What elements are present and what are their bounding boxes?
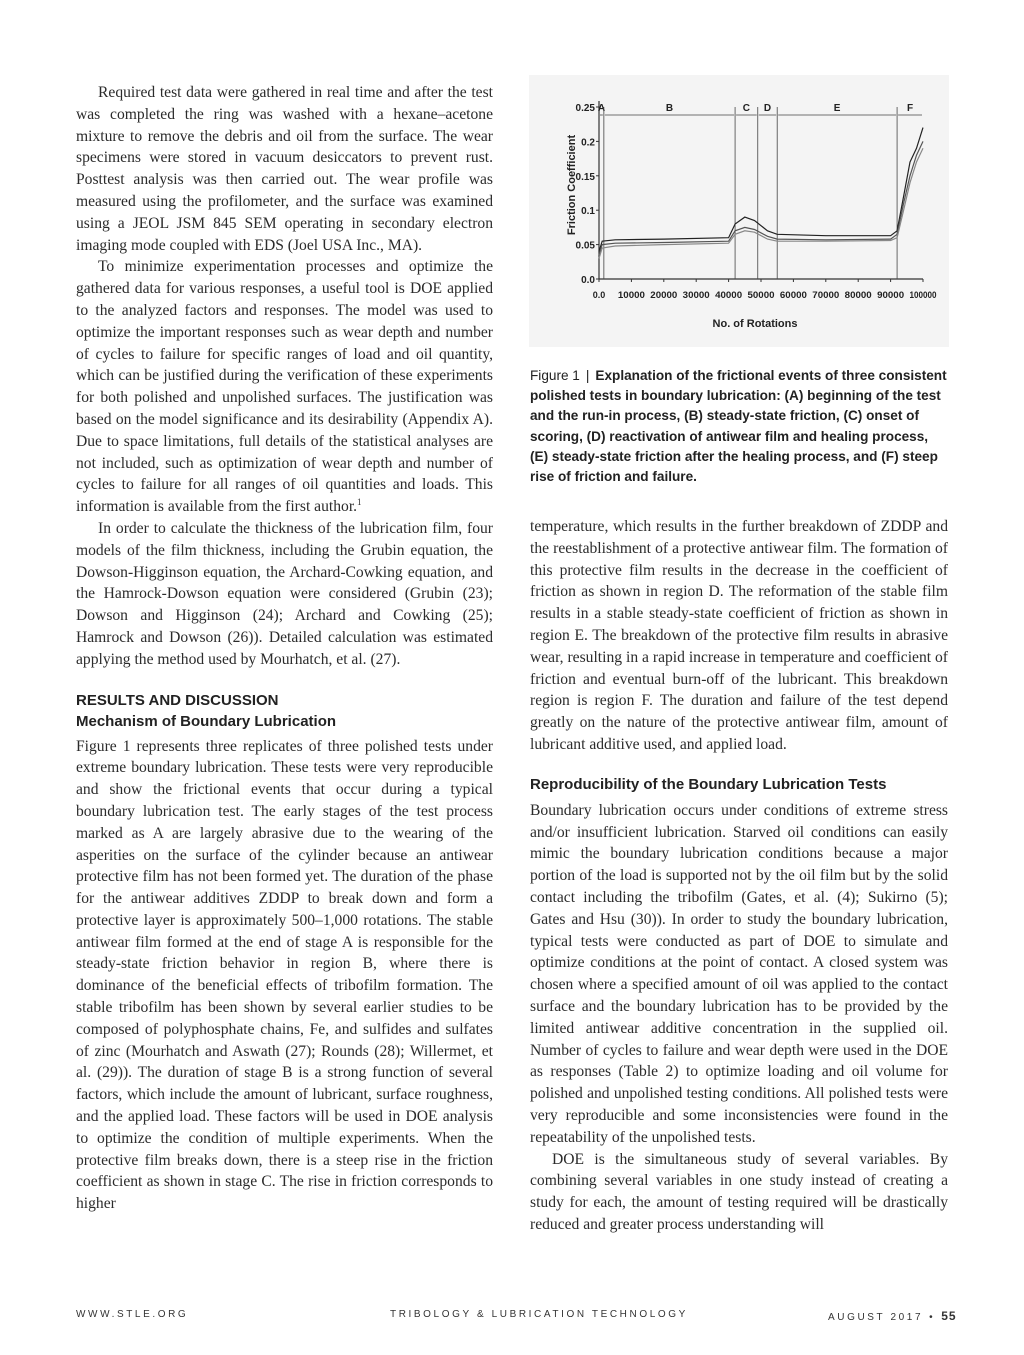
y-tick-label: 0.25 bbox=[575, 103, 595, 114]
section-heading-results: RESULTS AND DISCUSSION bbox=[76, 691, 279, 709]
right-text-column bbox=[530, 516, 948, 1236]
paragraph-doe-text: To minimize experimentation processes and optimize the gathered data for various responses, a useful tool is DOE applied to the analyzed factors and responses. The model was used to optimize the important responses such as wear depth and number of cycles to failure for specific ranges of load and oil quantity, which can be justified during the verification of these experiments for both polished and unpolished surfaces. The justification was based on the model significance and its desirability (Appendix A). Due to space limitations, full details of the statistical analyses are not included, such as optimization of wear depth and number of cycles to failure for all ranges of oil quantities and loads. This information is available from the first author. bbox=[76, 258, 493, 516]
subsection-heading-mechanism: Mechanism of Boundary Lubrication bbox=[76, 712, 337, 730]
region-label: D bbox=[763, 103, 772, 114]
figure-caption bbox=[530, 366, 948, 487]
footer-date-page bbox=[828, 1309, 957, 1323]
left-text-column bbox=[76, 82, 493, 1215]
x-tick-label: 90000 bbox=[877, 290, 905, 300]
y-tick-label: 0.05 bbox=[575, 240, 595, 252]
paragraph-temperature: temperature, which results in the further breakdown of ZDDP and the reestablishment of a protective antiwear film. The formation of this protective film results in the decrease in the coefficient of friction as shown in region D. The reformation of the stable film results in a stable steady-state coefficient of friction as shown in region E. The breakdown of the protective film results in abrasive wear, resulting in a rapid increase in temperature and coefficient of friction and eventual burn-off of the lubricant. This breakdown region is region F. The duration and failure of the test depend greatly on the nature of the protective antiwear film, amount of lubricant additive used, and applied load. bbox=[530, 518, 948, 753]
figure-label: Figure 1 bbox=[530, 368, 580, 383]
series-line bbox=[599, 141, 923, 255]
paragraph-mechanism: Figure 1 represents three replicates of three polished tests under extreme boundary lubrication. These tests were very reproducible and show the frictional events that occur during a typical boundary lubrication test. The early stages of the test process marked as A are largely abrasive due to the wearing of the asperities on the surface of the cylinder because an antiwear protective film has not been formed yet. The duration of the phase for the antiwear additives ZDDP to break down and form a protective layer is approximately 500–1,000 rotations. The stable antiwear film formed at the end of stage A is responsible for the steady-state friction behavior in region B, where there is dominance of the beneficial effects of tribofilm formation. The stable tribofilm has been shown by several earlier studies to be composed of polyphosphate chains, Fe, and sulfides and sulfates of zinc (Mourhatch and Aswath (27); Rounds (28); Willermet, et al. (29)). The duration of stage B is a strong function of several factors, which include the amount of lubricant, surface roughness, and the applied load. These factors will be used in DOE analysis to optimize the condition of multiple experiments. When the protective film breaks down, there is a steep rise in the friction coefficient as shown in stage C. The rise in friction corresponds to higher bbox=[76, 737, 493, 1213]
x-tick-label: 0.0 bbox=[592, 290, 606, 300]
region-label: A bbox=[597, 103, 606, 114]
x-tick-label: 30000 bbox=[682, 290, 710, 300]
footer-website: WWW.STLE.ORG bbox=[76, 1309, 189, 1320]
x-tick-label: 100000 bbox=[909, 290, 937, 300]
paragraph-doe-definition: DOE is the simultaneous study of several variables. By combining several variables in one study instead of creating a study for each, the amount of testing required will be drastically reduced and greater process understanding will bbox=[530, 1150, 948, 1233]
x-tick-label: 20000 bbox=[650, 290, 678, 300]
x-tick-label: 60000 bbox=[779, 290, 807, 300]
caption-text: Explanation of the frictional events of three consistent polished tests in boundary lubrication: (A) beginning of the test and the run-in process, (B) steady-state friction, (C) onset of scoring, (D) reactivation of antiwear film and healing process, (E) steady-state friction after the healing process, and (F) steep rise of friction and failure. bbox=[530, 368, 947, 485]
figure-1 bbox=[529, 75, 949, 347]
footnote-marker: 1 bbox=[357, 496, 362, 507]
region-label: B bbox=[665, 103, 674, 114]
paragraph-doe-optimization bbox=[76, 256, 493, 518]
page-number: 55 bbox=[941, 1309, 957, 1323]
subsection-heading-reproducibility: Reproducibility of the Boundary Lubrication Tests bbox=[530, 775, 887, 793]
paragraph-test-data: Required test data were gathered in real time and after the test was completed the ring was washed with a hexane–acetone mixture to remove the debris and oil from the surface. The wear specimens were stored in vacuum desiccators to prevent rust. Posttest analysis was then carried out. The wear profile was measured using the profilometer, and the surface was examined using a JEOL JSM 845 SEM operating in secondary electron imaging mode coupled with EDS (Joel USA Inc., MA). bbox=[76, 84, 493, 254]
region-label: E bbox=[833, 103, 841, 114]
caption-separator: | bbox=[585, 368, 590, 383]
paragraph-boundary-lubrication: Boundary lubrication occurs under conditions of extreme stress and/or insufficient lubrication. Starved oil conditions can easily mimic the boundary lubrication conditions because a major portion of the load is supported not by the oil film but by the solid contact including the tribofilm (Gates, et al. (4); Sukirno (5); Gates and Hsu (30)). In order to study the boundary lubrication, typical tests were conducted as part of DOE to simulate and optimize conditions at the point of contact. A closed system was chosen where a specified amount of oil was applied to the contact surface and the boundary lubrication has to be provided by the limited antiwear additive concentration in the supplied oil. Number of cycles to failure and wear depth were used in the DOE as responses (Table 2) to optimize loading and oil volume for polished and unpolished testing conditions. All polished tests were very reproducible and some inconsistencies were found in the repeatability of the unpolished tests. bbox=[530, 801, 948, 1146]
chart-axes bbox=[599, 101, 923, 279]
x-tick-label: 50000 bbox=[747, 290, 775, 300]
footer-publication: TRIBOLOGY & LUBRICATION TECHNOLOGY bbox=[390, 1309, 688, 1320]
friction-chart bbox=[529, 75, 949, 347]
y-tick-label: 0.15 bbox=[575, 171, 595, 183]
footer-month: AUGUST 2017 bbox=[828, 1312, 924, 1323]
region-label: C bbox=[742, 103, 751, 114]
x-tick-label: 10000 bbox=[617, 290, 645, 300]
region-label: F bbox=[906, 103, 914, 114]
series-line bbox=[599, 148, 923, 258]
chart-series bbox=[599, 128, 923, 259]
chart-y-axis-label: Friction Coefficient bbox=[566, 134, 578, 236]
y-tick-label: 0.0 bbox=[581, 275, 595, 286]
footer-dot: • bbox=[929, 1312, 936, 1323]
chart-regions bbox=[598, 103, 922, 279]
y-tick-label: 0.2 bbox=[581, 137, 595, 149]
chart-ticks bbox=[576, 103, 937, 300]
chart-x-axis-label: No. of Rotations bbox=[712, 318, 798, 330]
paragraph-film-thickness: In order to calculate the thickness of the lubrication film, four models of the film thickness, including the Grubin equation, the Dowson-Higginson equation, the Archard-Cowking equation, and the Hamrock-Dowson equation were considered (Grubin (23); Dowson and Higginson (24); Archard and Cowking (25); Hamrock and Dowson (26)). Detailed calculation was estimated applying the method used by Mourhatch, et al. (27). bbox=[76, 519, 493, 668]
x-tick-label: 80000 bbox=[844, 290, 872, 300]
y-tick-label: 0.1 bbox=[581, 206, 595, 218]
x-tick-label: 70000 bbox=[812, 290, 840, 300]
x-tick-label: 40000 bbox=[715, 290, 743, 300]
